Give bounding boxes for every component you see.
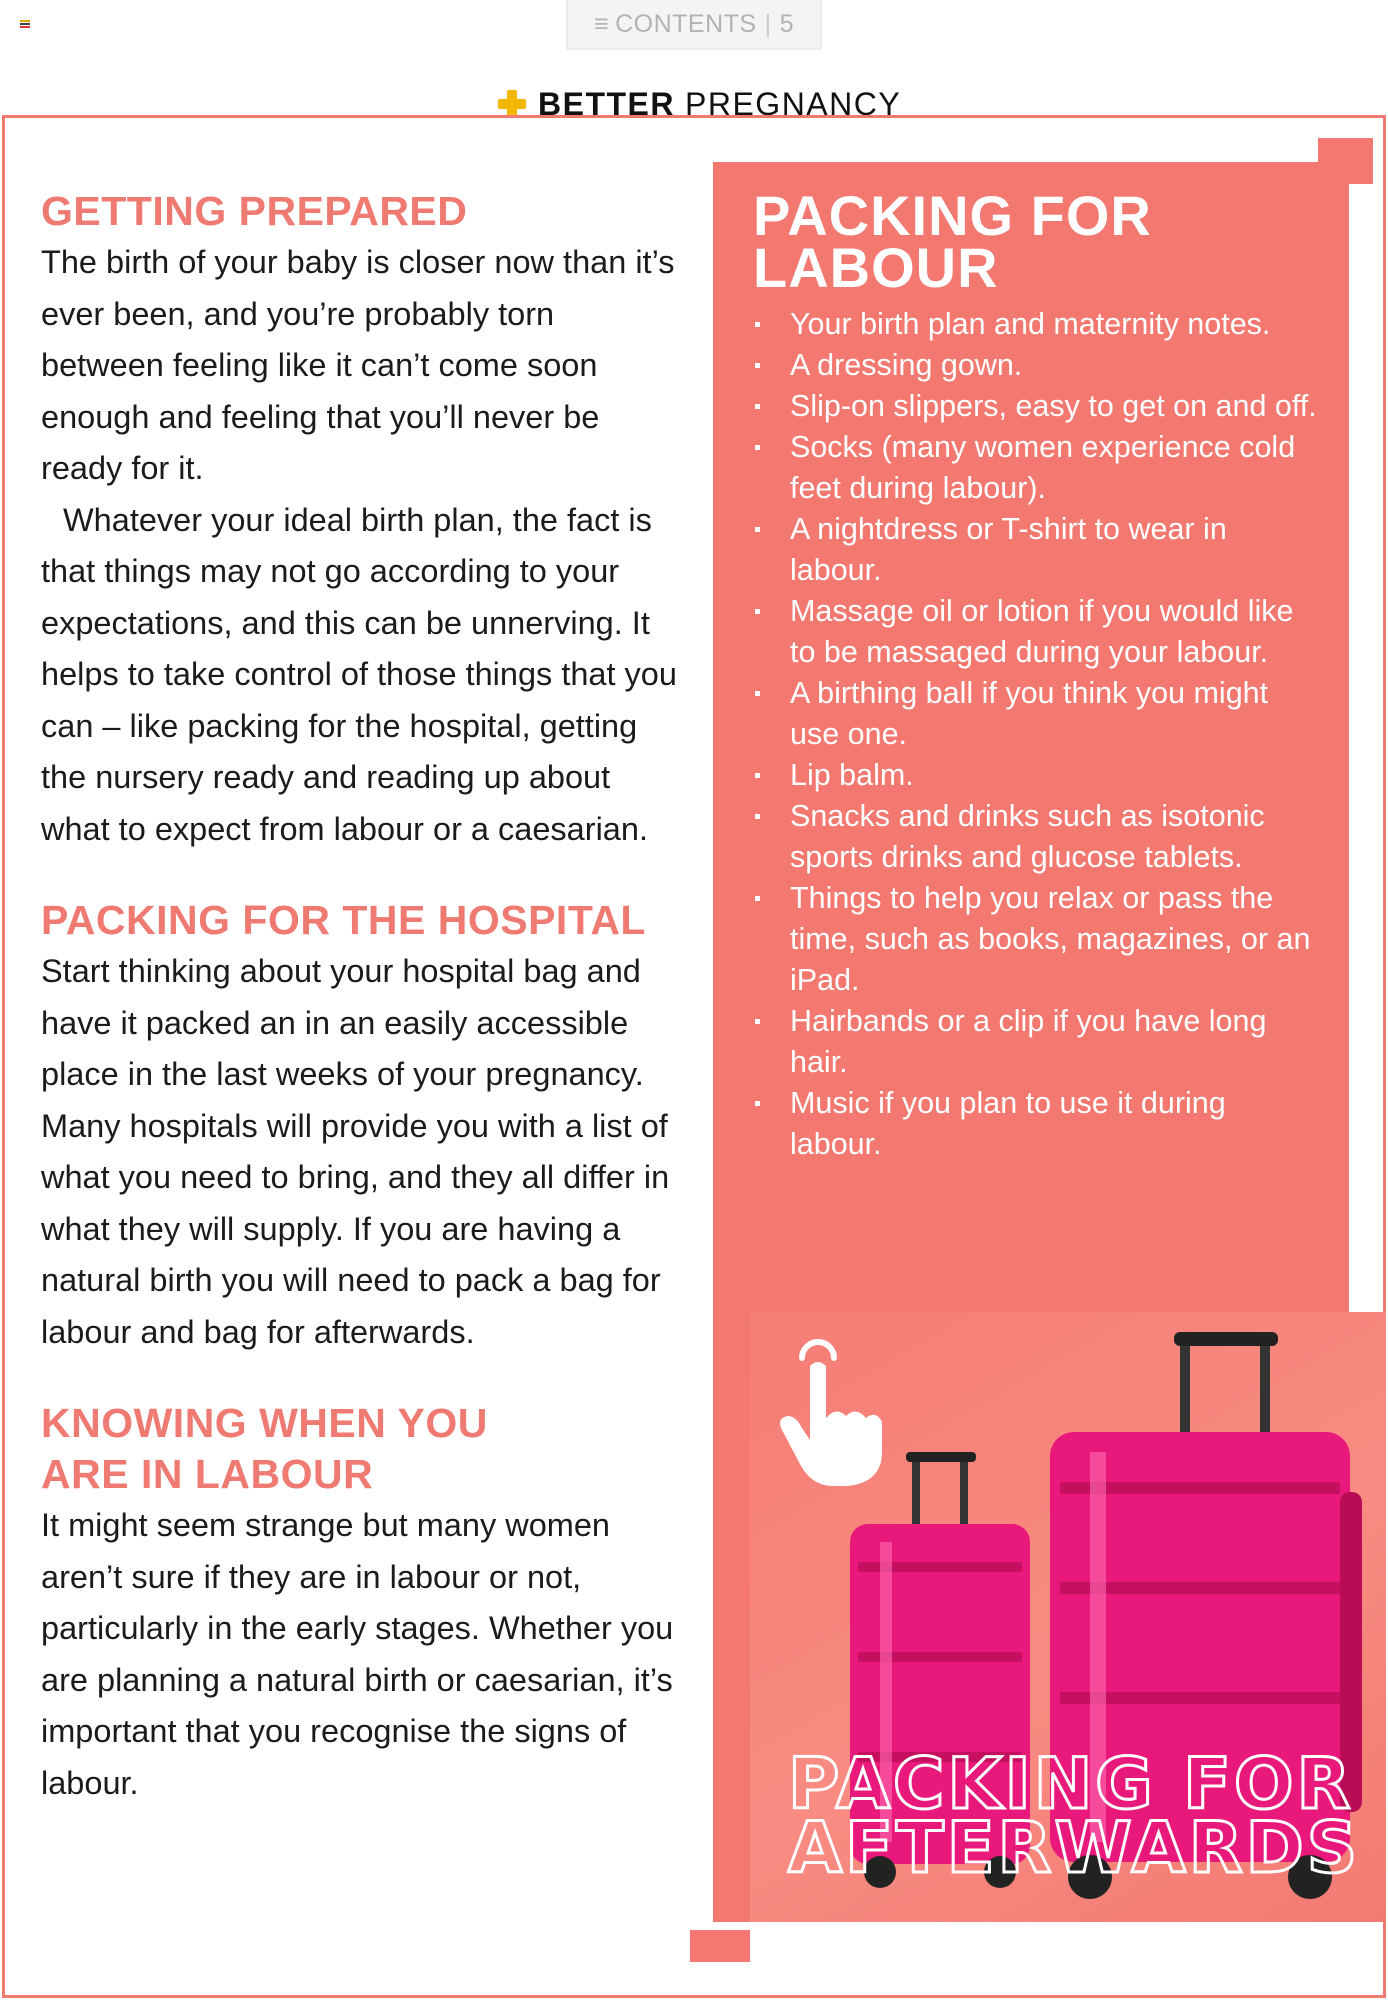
paragraph: It might seem strange but many women aren’t sure if they are in labour or not, particularly in the early stages. Whether you are planning a natural birth or caesarian, it’s important that you recognise the signs of labour.	[41, 1507, 674, 1801]
list-item: Massage oil or lotion if you would like to be massaged during your labour.	[752, 591, 1322, 673]
section-heading: GETTING PREPARED	[41, 188, 468, 234]
section-heading	[41, 1398, 681, 1500]
panel-corner-tab	[690, 1930, 750, 1962]
panel-corner-tab	[1318, 138, 1373, 184]
menu-icon[interactable]	[20, 20, 30, 28]
section-packing-hospital	[41, 895, 681, 1358]
paragraph: The birth of your baby is closer now than it’s ever been, and you’re probably torn between feeling like it can’t come soon enough and feeling that you’ll never be ready for it.	[41, 244, 675, 486]
section-knowing-labour	[41, 1398, 681, 1809]
paragraph: Start thinking about your hospital bag and have it packed an in an easily accessible place in the last weeks of your pregnancy. Many hospitals will provide you with a list of what you need to bring, and they all differ in what they will supply. If you are having a natural birth you will need to pack a bag for labour and bag for afterwards.	[41, 953, 670, 1350]
title-line: PACKING FOR	[753, 184, 1152, 247]
sidebar-title	[753, 184, 1313, 299]
list-item: Lip balm.	[752, 755, 1322, 796]
list-item: A nightdress or T-shirt to wear in labour.	[752, 509, 1322, 591]
contents-label: CONTENTS	[615, 9, 757, 38]
heading-line: ARE IN LABOUR	[41, 1451, 374, 1497]
promo-line: PACKING FOR	[788, 1743, 1354, 1825]
page-number: 5	[779, 9, 794, 38]
list-item: Snacks and drinks such as isotonic sports drinks and glucose tablets.	[752, 796, 1322, 878]
brand-light: PREGNANCY	[685, 85, 902, 122]
contents-tab[interactable]	[566, 0, 822, 50]
divider: |	[764, 9, 772, 38]
packing-afterwards-link[interactable]	[750, 1312, 1386, 1922]
paragraph: Whatever your ideal birth plan, the fact is that things may not go according to your expectations, and this can be unnerving. It helps to take control of those things that you can – like packing for the hospital, getting the nursery ready and reading up about what to expect from labour or a caesarian.	[41, 501, 677, 847]
heading-line: KNOWING WHEN YOU	[41, 1400, 488, 1446]
article-column	[41, 186, 681, 1809]
list-item: Socks (many women experience cold feet during labour).	[752, 427, 1322, 509]
list-item: A birthing ball if you think you might use one.	[752, 673, 1322, 755]
title-line: LABOUR	[753, 236, 999, 299]
list-item: A dressing gown.	[752, 345, 1322, 386]
packing-list	[752, 304, 1322, 1165]
list-item: Slip-on slippers, easy to get on and off.	[752, 386, 1322, 427]
promo-line: AFTERWARDS	[788, 1807, 1361, 1889]
list-item: Music if you plan to use it during labour.	[752, 1083, 1322, 1165]
plus-cross-icon	[498, 90, 526, 118]
list-item: Your birth plan and maternity notes.	[752, 304, 1322, 345]
promo-title	[788, 1743, 1361, 1889]
brand-bold: BETTER	[538, 85, 675, 122]
list-item: Hairbands or a clip if you have long hair.	[752, 1001, 1322, 1083]
list-item: Things to help you relax or pass the time, such as books, magazines, or an iPad.	[752, 878, 1322, 1001]
list-icon: ≡	[594, 9, 610, 38]
section-heading: PACKING FOR THE HOSPITAL	[41, 897, 646, 943]
section-getting-prepared	[41, 186, 681, 855]
